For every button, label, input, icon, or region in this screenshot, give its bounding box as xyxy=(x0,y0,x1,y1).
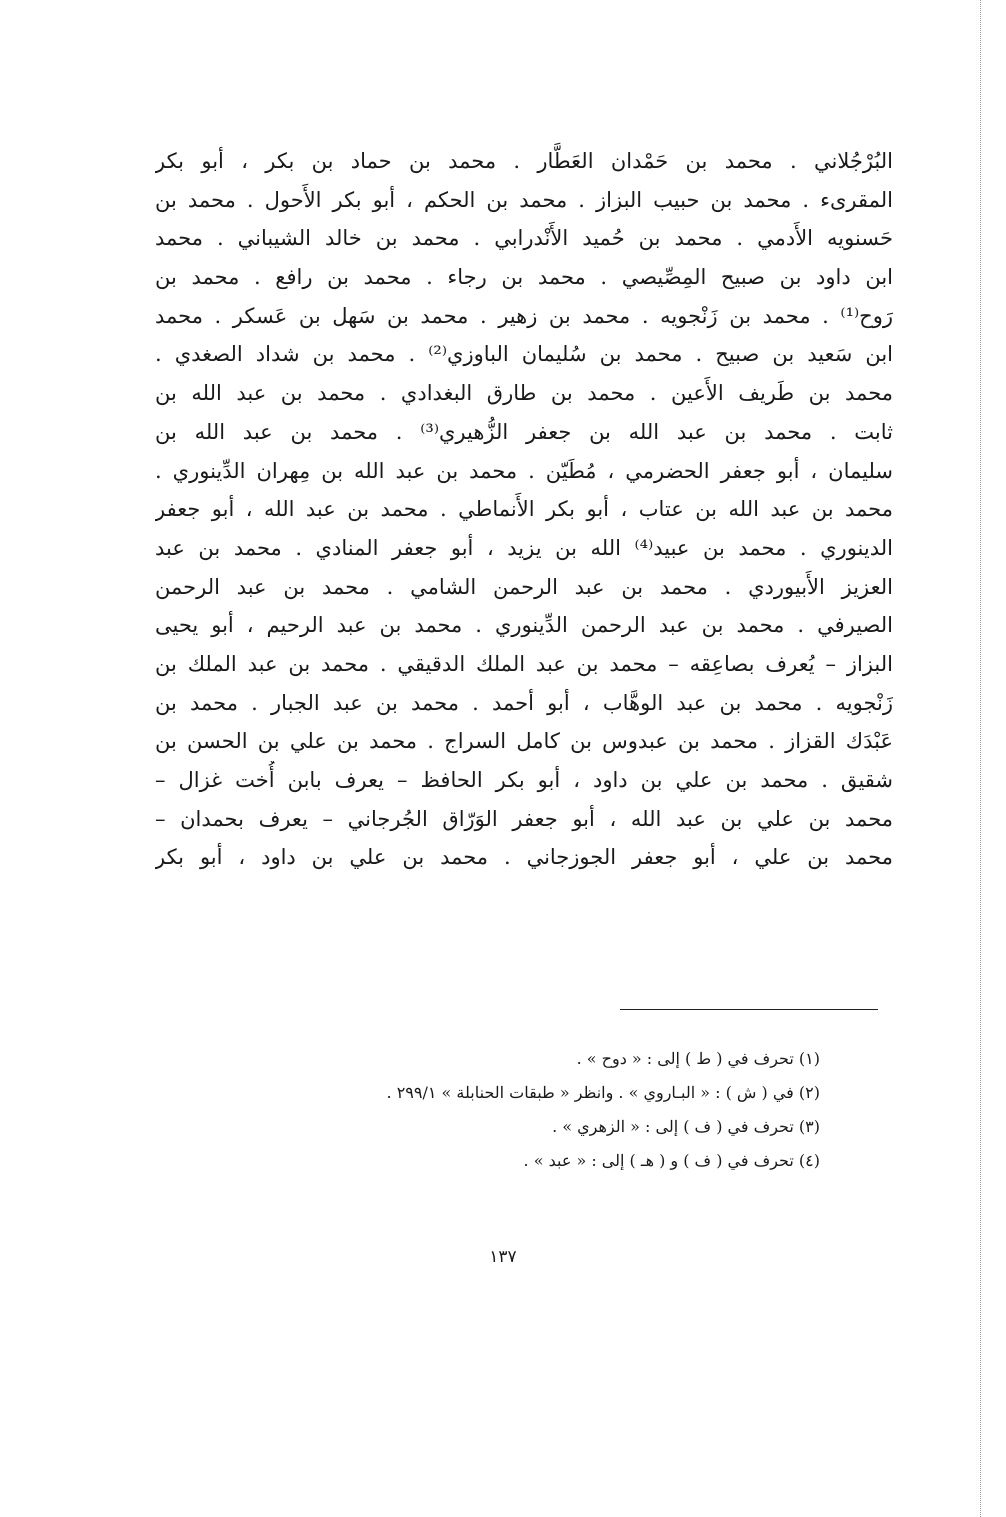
text-line: شقيق . محمد بن علي بن داود ، أبو بكر الحافظ – يعرف بابن أُخت غزال – xyxy=(155,768,893,792)
text-line: ثابت . محمد بن عبد الله بن جعفر الزُّهيري⁽³⁾ . محمد بن عبد الله بن xyxy=(155,419,893,444)
text-line: زَنْجويه . محمد بن عبد الوهَّاب ، أبو أحمد . محمد بن عبد الجبار . محمد بن xyxy=(155,690,893,715)
text-line: الدينوري . محمد بن عبيد⁽⁴⁾ الله بن يزيد ، أبو جعفر المنادي . محمد بن عبد xyxy=(155,535,893,560)
text-line: محمد بن طَريف الأَعين . محمد بن طارق البغدادي . محمد بن عبد الله بن xyxy=(155,381,893,406)
text-line: محمد بن علي ، أبو جعفر الجوزجاني . محمد بن علي بن داود ، أبو بكر xyxy=(155,845,893,870)
text-line: سليمان ، أبو جعفر الحضرمي ، مُطَيّن . محمد بن عبد الله بن مِهران الدِّينوري . xyxy=(155,458,893,483)
footnote: (٢) في ( ش ) : « البـاروي » . وانظر « طبقات الحنابلة » ٢٩٩/١ . xyxy=(386,1083,820,1102)
text-line: حَسنويه الأَدمي . محمد بن حُميد الأَنْدرابي . محمد بن خالد الشيباني . محمد xyxy=(155,226,893,251)
text-line: ابن داود بن صبيح المِصِّيصي . محمد بن رجاء . محمد بن رافع . محمد بن xyxy=(155,265,893,290)
text-line: محمد بن عبد الله بن عتاب ، أبو بكر الأَنماطي . محمد بن عبد الله ، أبو جعفر xyxy=(155,497,893,522)
scan-edge-line xyxy=(980,0,981,1517)
text-line: عَبْدَك القزاز . محمد بن عبدوس بن كامل السراج . محمد بن علي بن الحسن بن xyxy=(155,729,893,754)
page-number: ١٣٧ xyxy=(489,1247,517,1267)
text-line: ابن سَعيد بن صبيح . محمد بن سُليمان الباوزي⁽²⁾ . محمد بن شداد الصغدي . xyxy=(155,342,893,367)
footnote: (١) تحرف في ( ط ) إلى : « دوح » . xyxy=(576,1049,820,1068)
text-line: العزيز الأَبيوردي . محمد بن عبد الرحمن الشامي . محمد بن عبد الرحمن xyxy=(155,574,893,599)
footnote: (٣) تحرف في ( ف ) إلى : « الزهري » . xyxy=(552,1117,820,1136)
footnote-separator xyxy=(620,1009,878,1010)
text-line: المقرىء . محمد بن حبيب البزاز . محمد بن الحكم ، أبو بكر الأَحول . محمد بن xyxy=(155,187,893,212)
text-line: الصيرفي . محمد بن عبد الرحمن الدِّينوري . محمد بن عبد الرحيم ، أبو يحيى xyxy=(155,613,893,638)
text-line: رَوح⁽¹⁾ . محمد بن زَنْجويه . محمد بن زهير . محمد بن سَهل بن عَسكر . محمد xyxy=(155,303,893,328)
text-line: البزاز – يُعرف بصاعِقه – محمد بن عبد الملك الدقيقي . محمد بن عبد الملك بن xyxy=(155,651,893,676)
text-line: البُرْجُلاني . محمد بن حَمْدان العَطَّار . محمد بن حماد بن بكر ، أبو بكر xyxy=(155,149,893,173)
main-text-block xyxy=(155,142,893,877)
footnote: (٤) تحرف في ( ف ) و ( هـ ) إلى : « عبد » . xyxy=(523,1151,820,1170)
text-line: محمد بن علي بن عبد الله ، أبو جعفر الوَرّاق الجُرجاني – يعرف بحمدان – xyxy=(155,806,893,831)
footnotes-block xyxy=(260,1042,820,1178)
